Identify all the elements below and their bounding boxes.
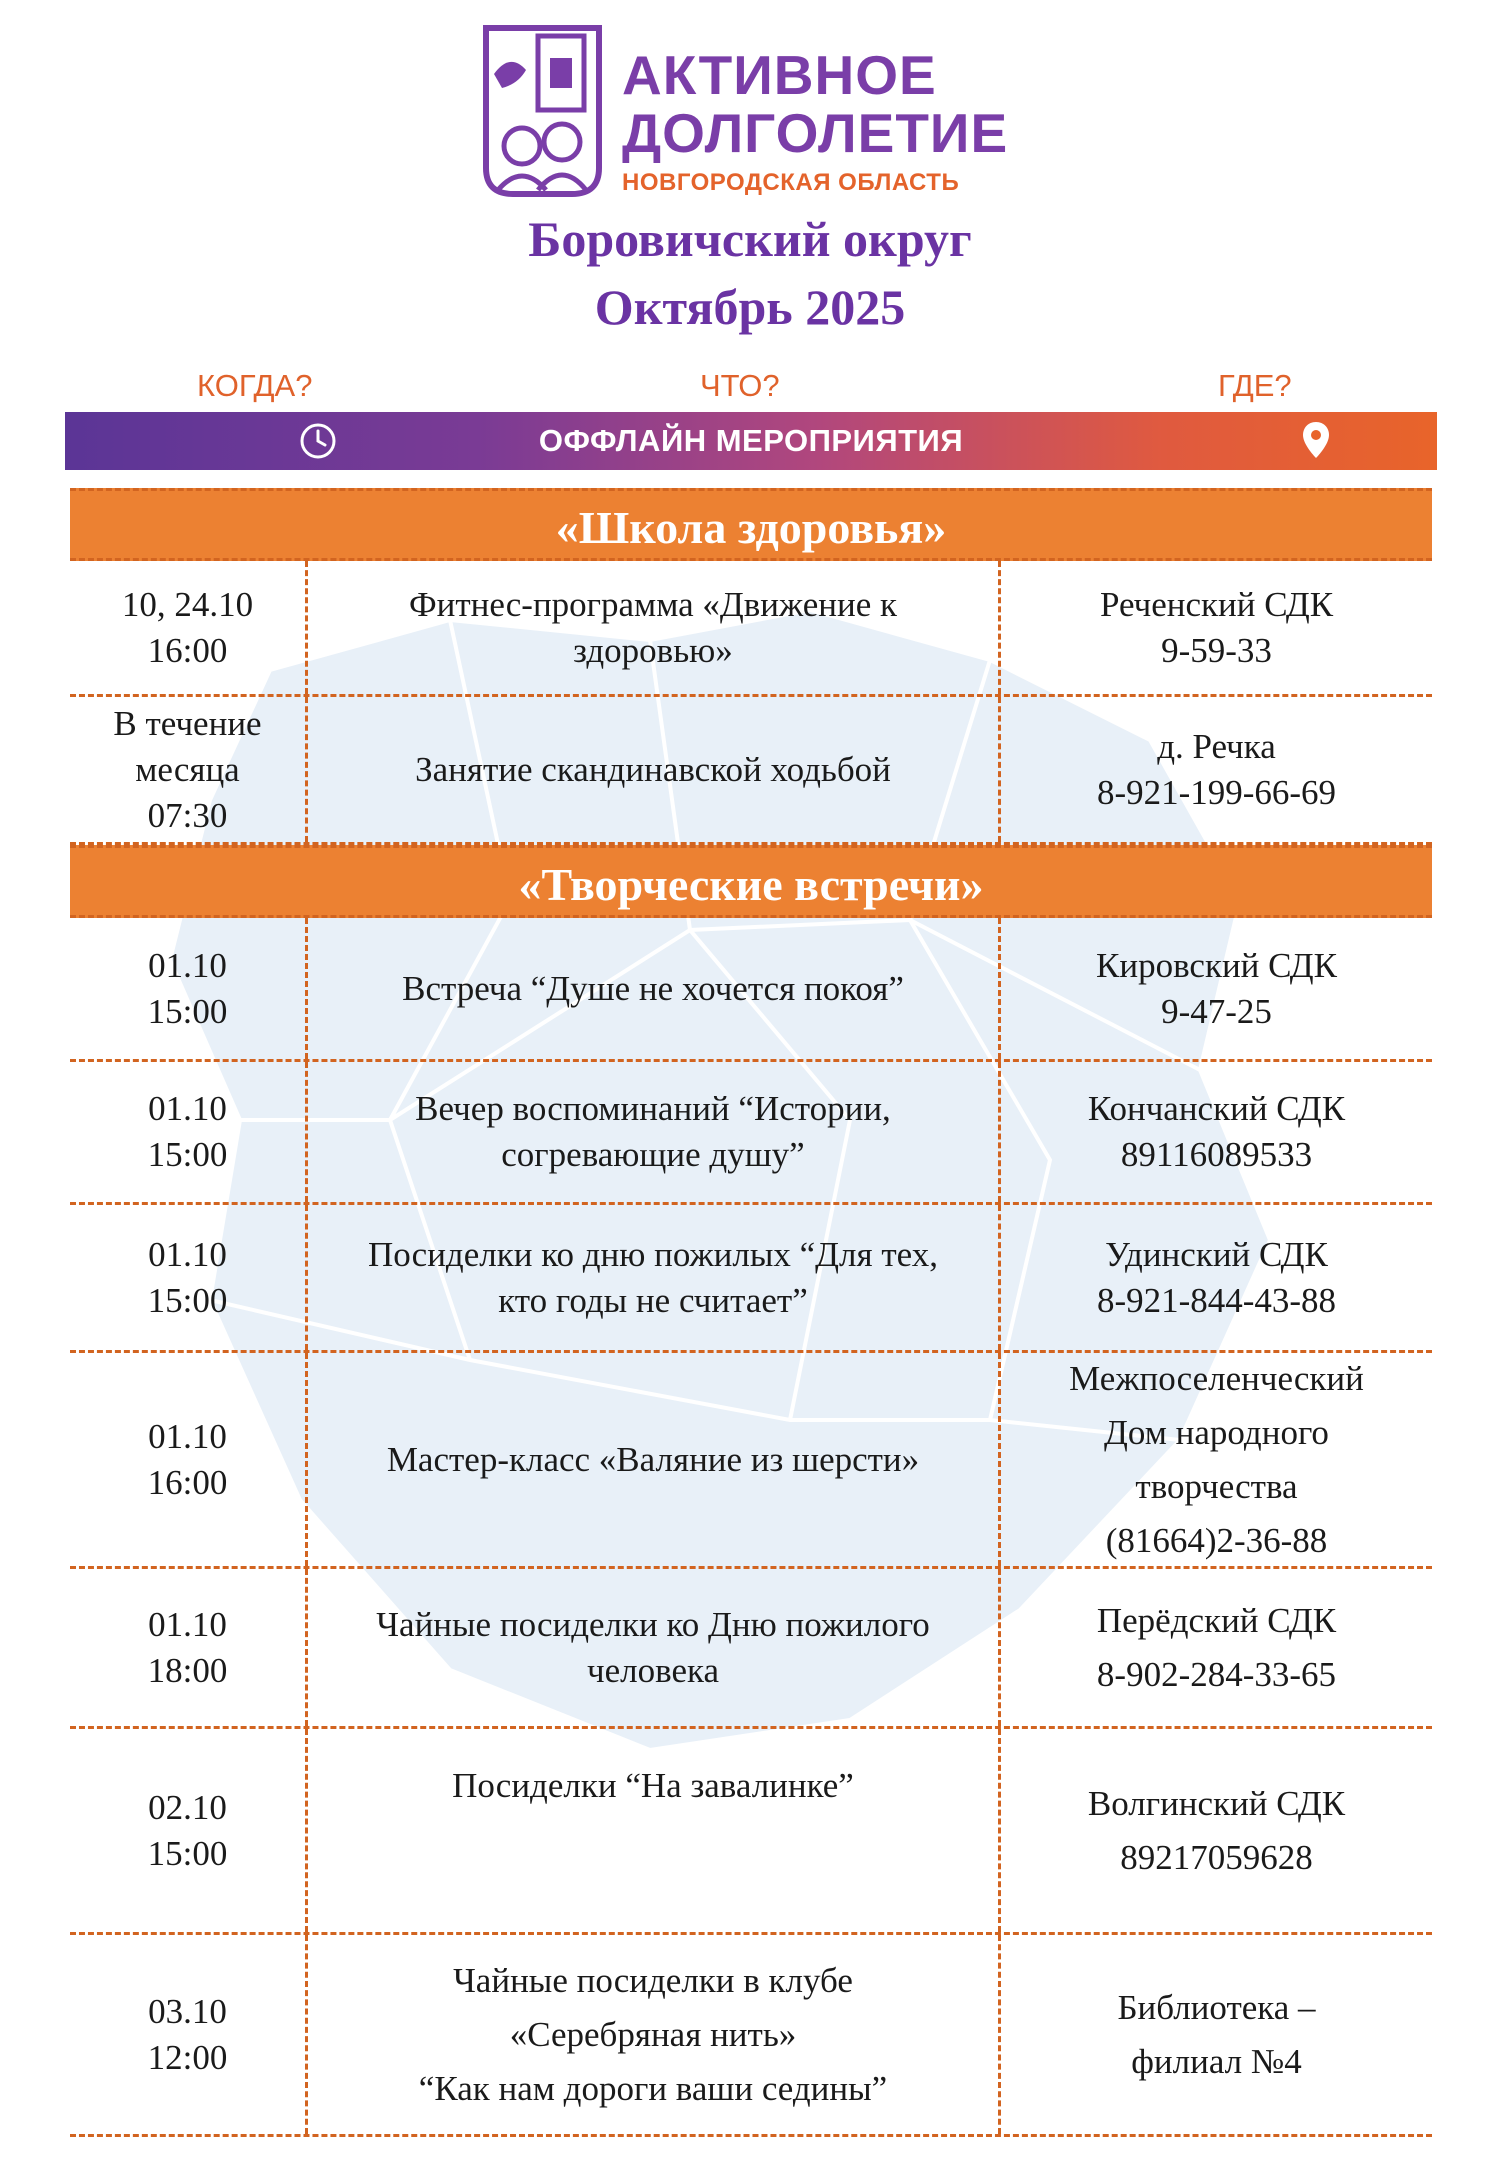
cell-text-line: 8-902-284-33-65	[1096, 1654, 1337, 1694]
cell-text-line: 01.10	[148, 1416, 227, 1456]
map-pin-icon	[1301, 420, 1331, 460]
cell-text-line: творчества	[1135, 1466, 1298, 1506]
column-header-when: КОГДА?	[197, 368, 313, 403]
cell-text-line: 15:00	[147, 1833, 228, 1873]
cell-when	[70, 918, 308, 1059]
cell-when	[70, 1729, 308, 1932]
cell-text-line: здоровью»	[573, 630, 733, 670]
logo-line-2: ДОЛГОЛЕТИЕ	[622, 102, 1009, 164]
section-title: «Школа здоровья»	[555, 502, 947, 553]
cell-text-line: месяца	[135, 749, 240, 789]
cell-when	[70, 1205, 308, 1350]
cell-text-line: Реченский СДК	[1099, 584, 1334, 624]
cell-where	[1001, 1353, 1432, 1566]
cell-text-line: 89116089533	[1120, 1135, 1313, 1174]
cell-where	[1001, 1935, 1432, 2134]
page-subtitle: Октябрь 2025	[594, 279, 906, 335]
cell-text-line: 02.10	[148, 1787, 227, 1827]
cell-where	[1001, 1062, 1432, 1202]
column-header-where: ГДЕ?	[1218, 368, 1292, 403]
cell-when	[70, 1062, 308, 1202]
cell-text-line: Чайные посиделки в клубе	[453, 1960, 853, 2000]
cell-what	[308, 561, 1001, 694]
cell-what	[308, 1935, 1001, 2134]
cell-text-line: 16:00	[147, 630, 228, 670]
column-header-what: ЧТО?	[700, 368, 780, 403]
cell-text-line: Перёдский СДК	[1096, 1600, 1337, 1640]
cell-text-line: согревающие душу”	[501, 1135, 805, 1174]
table-row	[70, 1353, 1432, 1569]
cell-text-line: Дом народного	[1104, 1412, 1329, 1452]
cell-where	[1001, 1569, 1432, 1726]
table-row	[70, 1205, 1432, 1353]
cell-text-line: Волгинский СДК	[1087, 1783, 1346, 1823]
table-row	[70, 1062, 1432, 1205]
cell-text-line: Мастер-класс «Валяние из шерсти»	[386, 1439, 920, 1479]
table-row	[70, 1729, 1432, 1935]
page-title: Боровичский округ	[528, 211, 972, 267]
cell-text-line: (81664)2-36-88	[1105, 1520, 1328, 1560]
logo-line-3: НОВГОРОДСКАЯ ОБЛАСТЬ	[622, 169, 960, 196]
cell-text-line: 15:00	[147, 1280, 228, 1320]
cell-text-line: В течение	[113, 703, 262, 743]
cell-text-line: “Как нам дороги ваши седины”	[418, 2068, 888, 2108]
cell-text-line: Чайные посиделки ко Дню пожилого	[376, 1604, 930, 1644]
offline-events-banner	[65, 412, 1437, 470]
cell-text-line: Кончанский СДК	[1087, 1089, 1346, 1128]
cell-text-line: Фитнес-программа «Движение к	[408, 584, 898, 624]
cell-text-line: Занятие скандинавской ходьбой	[415, 749, 891, 789]
cell-where	[1001, 918, 1432, 1059]
cell-text-line: 07:30	[147, 795, 228, 835]
section-header	[70, 488, 1432, 561]
table-row	[70, 697, 1432, 845]
cell-text-line: 9-59-33	[1161, 630, 1272, 670]
cell-text-line: 16:00	[147, 1462, 228, 1502]
cell-text-line: 8-921-199-66-69	[1096, 772, 1337, 812]
table-row	[70, 1569, 1432, 1729]
banner-label: ОФФЛАЙН МЕРОПРИЯТИЯ	[538, 423, 964, 458]
cell-text-line: кто годы не считает”	[498, 1280, 808, 1320]
cell-text-line: Межпоселенческий	[1069, 1358, 1364, 1398]
cell-text-line: Удинский СДК	[1105, 1234, 1328, 1274]
cell-text-line: «Серебряная нить»	[509, 2014, 797, 2054]
cell-text-line: 01.10	[148, 1089, 227, 1128]
cell-text-line: 01.10	[148, 1234, 227, 1274]
cell-text-line: Вечер воспоминаний “Истории,	[415, 1089, 891, 1128]
cell-what	[308, 1062, 1001, 1202]
cell-text-line: 15:00	[147, 1135, 228, 1174]
table-row	[70, 918, 1432, 1062]
cell-text-line: 03.10	[148, 1991, 227, 2031]
cell-text-line: 89217059628	[1120, 1837, 1313, 1877]
cell-when	[70, 697, 308, 842]
table-row	[70, 1935, 1432, 2137]
cell-when	[70, 1353, 308, 1566]
logo	[480, 22, 1040, 200]
cell-what	[308, 1569, 1001, 1726]
cell-text-line: 01.10	[148, 945, 227, 985]
section-header	[70, 845, 1432, 918]
cell-when	[70, 1569, 308, 1726]
cell-what	[308, 697, 1001, 842]
cell-what	[308, 1205, 1001, 1350]
cell-where	[1001, 1729, 1432, 1932]
cell-when	[70, 1935, 308, 2134]
cell-what	[308, 918, 1001, 1059]
cell-text-line: 18:00	[147, 1650, 228, 1690]
cell-text-line: 9-47-25	[1161, 991, 1272, 1031]
cell-when	[70, 561, 308, 694]
cell-text-line: Посиделки ко дню пожилых “Для тех,	[368, 1234, 938, 1274]
logo-emblem-icon	[480, 22, 605, 200]
cell-text-line: 12:00	[147, 2037, 228, 2077]
cell-text-line: Встреча “Душе не хочется покоя”	[402, 968, 904, 1008]
cell-where	[1001, 1205, 1432, 1350]
cell-what	[308, 1353, 1001, 1566]
cell-text-line: Кировский СДК	[1096, 945, 1337, 985]
logo-line-1: АКТИВНОЕ	[622, 44, 937, 106]
cell-text-line: человека	[587, 1650, 719, 1690]
cell-what	[308, 1729, 1001, 1932]
cell-text-line: Библиотека –	[1117, 1987, 1316, 2027]
cell-where	[1001, 697, 1432, 842]
cell-text-line: д. Речка	[1157, 726, 1276, 766]
cell-text-line: 15:00	[147, 991, 228, 1031]
cell-where	[1001, 561, 1432, 694]
cell-text-line: филиал №4	[1131, 2041, 1302, 2081]
cell-text-line: 8-921-844-43-88	[1096, 1280, 1337, 1320]
cell-text-line: 01.10	[148, 1604, 227, 1644]
section-title: «Творческие встречи»	[518, 859, 984, 910]
table-row	[70, 561, 1432, 697]
cell-text-line: 10, 24.10	[121, 584, 254, 624]
cell-text-line: Посиделки “На завалинке”	[452, 1766, 854, 1805]
